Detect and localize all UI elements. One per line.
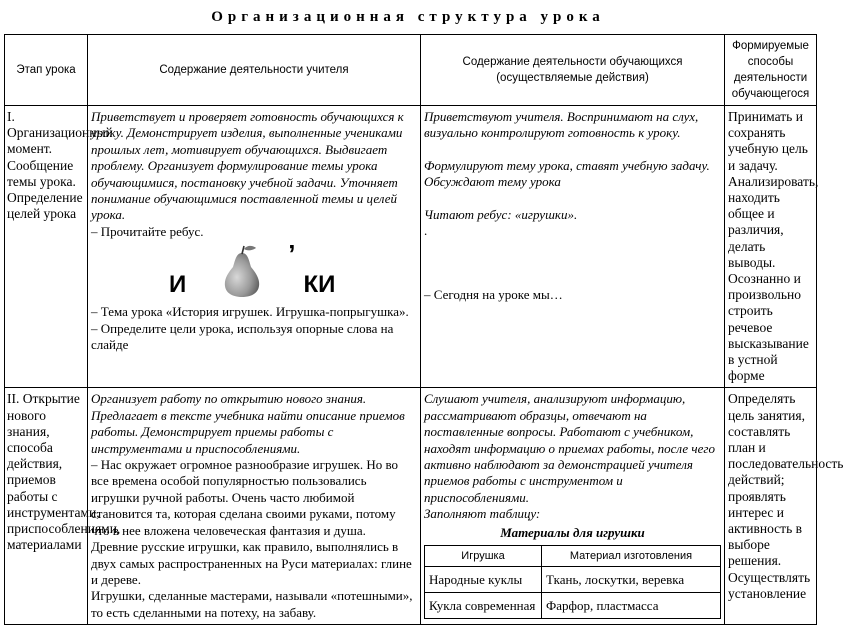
row1-students-p3: Читают ребус: «игрушки». bbox=[424, 206, 578, 222]
materials-cell: Кукла современная bbox=[425, 593, 542, 619]
row2-stage: II. Открытие нового знания, способа действия, приемов работы с инструментами, приспособлениями, материалами bbox=[5, 388, 88, 625]
header-students: Содержание деятельности обучающихся (осуществляемые действия) bbox=[421, 35, 725, 106]
row2-teacher-p2: Древние русские игрушки, как правило, выполнялись в двух самых распространенных на Руси материалах: глине и дереве. bbox=[91, 539, 412, 587]
row1-stage: I. Организационный момент. Сообщение темы урока. Определение целей урока bbox=[5, 106, 88, 388]
row1-skills: Принимать и сохранять учебную цель и задачу. Анализировать, находить общее и различия, делать выводы. Осознанно и произвольно строить речевое высказывание в устной форме bbox=[725, 106, 817, 388]
row2-teacher bbox=[88, 388, 421, 625]
row2-teacher-p1: – Нас окружает огромное разнообразие игрушек. Но во все времена особой популярностью пользовались игрушки ручной работы. Очень часто любимой становится та, которая сделана своими руками, потому что в нее вложена человеческая фантазия и душа. bbox=[91, 457, 399, 538]
row2-skills: Определять цель занятия, составлять план и последовательность действий; проявлять интерес и активность в выборе решения. Осуществлять установление bbox=[725, 388, 817, 625]
row1-students-p4: – Сегодня на уроке мы… bbox=[424, 287, 563, 303]
row1-teacher-topic: – Тема урока «История игрушек. Игрушка-попрыгушка». bbox=[91, 304, 409, 320]
rebus-right: КИ bbox=[303, 271, 336, 299]
pear-icon bbox=[220, 244, 264, 298]
row1-students bbox=[421, 106, 725, 388]
materials-table-caption: Материалы для игрушки bbox=[500, 524, 645, 540]
rebus bbox=[169, 239, 417, 299]
table-row bbox=[425, 567, 721, 593]
table-row bbox=[5, 106, 817, 388]
row2-students-fill: Заполняют таблицу: bbox=[424, 506, 541, 522]
materials-cell: Фарфор, пластмасса bbox=[542, 593, 721, 619]
header-stage: Этап урока bbox=[5, 35, 88, 106]
row1-students-p1: Приветствуют учителя. Воспринимают на слух, визуально контролируют готовность к уроку. bbox=[424, 109, 699, 141]
materials-table bbox=[424, 545, 721, 619]
row1-teacher-goals: – Определите цели урока, используя опорные слова на слайде bbox=[91, 320, 394, 353]
header-row bbox=[5, 35, 817, 106]
table-row bbox=[425, 593, 721, 619]
row2-students-italic: Слушают учителя, анализируют информацию, рассматривают образцы, отвечают на поставленные вопросы. Работают с учебником, находят информацию о приемах работы, после чего активно наблюдают за демонстрацией учителя приемов работы с инструментом и приспособлениями. bbox=[424, 391, 715, 505]
rebus-left: И bbox=[169, 271, 187, 299]
row2-teacher-italic: Организует работу по открытию нового знания. Предлагает в тексте учебника найти описание приемов работы. Демонстрирует приемы работы с инструментами и приспособлениями. bbox=[91, 391, 405, 456]
row1-rebus-prompt: – Прочитайте ребус. bbox=[91, 223, 204, 239]
row1-teacher bbox=[88, 106, 421, 388]
materials-cell: Народные куклы bbox=[425, 567, 542, 593]
row1-students-p2: Формулируют тему урока, ставят учебную задачу. Обсуждают тему урока bbox=[424, 157, 710, 190]
materials-header-row bbox=[425, 546, 721, 567]
row1-teacher-italic: Приветствует и проверяет готовность обучающихся к уроку. Демонстрирует изделия, выполненные учениками прошлых лет, мотивирует обучающихся. Выдвигает проблему. Организует формулирование темы урока обучающимися, постановку учебной задачи. Уточняет понимание обучающимися поставленной темы и целей урока. bbox=[91, 109, 404, 223]
table-row bbox=[5, 388, 817, 625]
materials-header-toy: Игрушка bbox=[425, 546, 542, 567]
materials-header-material: Материал изготовления bbox=[542, 546, 721, 567]
materials-cell: Ткань, лоскутки, веревка bbox=[542, 567, 721, 593]
row1-students-dot: . bbox=[424, 223, 428, 239]
row2-students bbox=[421, 388, 725, 625]
header-teacher: Содержание деятельности учителя bbox=[88, 35, 421, 106]
lesson-structure-table bbox=[4, 34, 843, 625]
header-skills: Формируемые способы деятельности обучающегося bbox=[725, 35, 817, 106]
page-title: Организационная структура урока bbox=[211, 9, 605, 25]
rebus-comma: ’ bbox=[288, 239, 296, 270]
row2-teacher-p3: Игрушки, сделанные мастерами, называли «потешными», то есть сделанными на потеху, на забаву. bbox=[91, 588, 413, 620]
